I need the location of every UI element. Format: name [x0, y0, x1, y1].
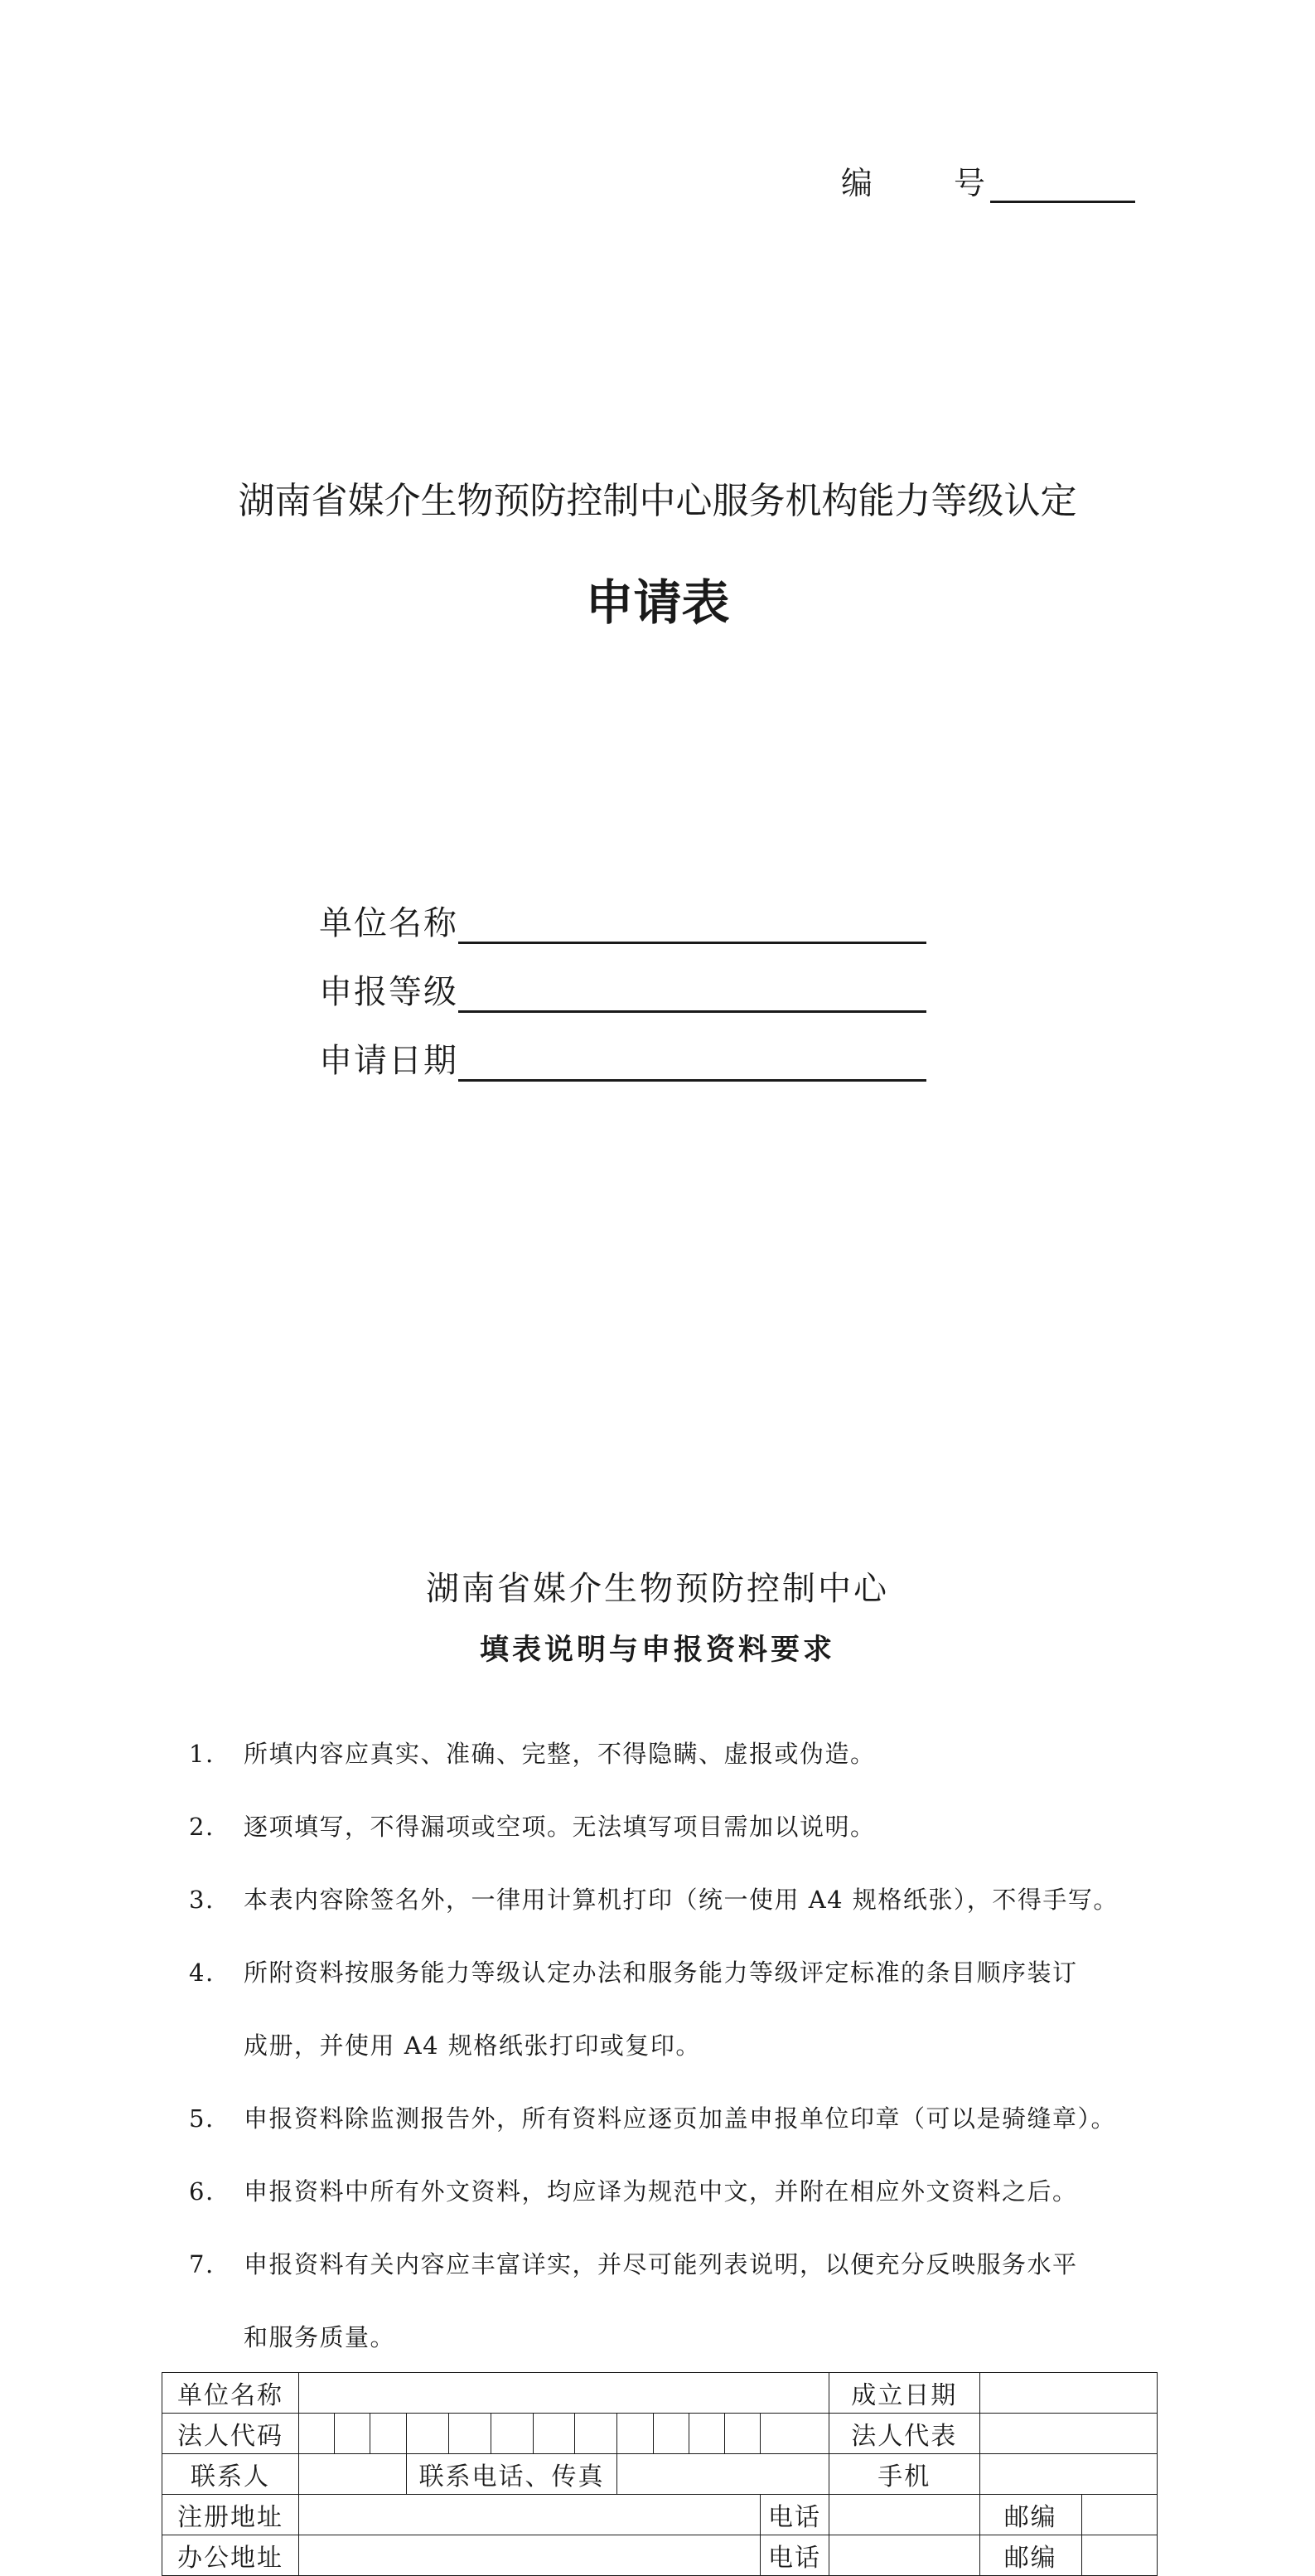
- instruction-text: 本表内容除签名外，一律用计算机打印（统一使用 A4 规格纸张），不得手写。: [244, 1886, 1119, 1914]
- code-digit-cell[interactable]: [299, 2414, 335, 2454]
- code-digit-cell[interactable]: [689, 2414, 724, 2454]
- code-spare-cell[interactable]: [761, 2414, 829, 2454]
- label-postcode-2: 邮编: [979, 2535, 1081, 2576]
- label-founded: 成立日期: [829, 2373, 979, 2414]
- value-contact[interactable]: [299, 2454, 407, 2495]
- instructions-title: 填表说明与申报资料要求: [479, 1633, 835, 1667]
- instruction-text: 申报资料有关内容应丰富详实，并尽可能列表说明，以便充分反映服务水平: [244, 2250, 1078, 2278]
- value-unit-name[interactable]: [299, 2373, 829, 2414]
- label-phone: 电话: [761, 2495, 829, 2535]
- field-blank[interactable]: [458, 1046, 926, 1082]
- code-digit-cell[interactable]: [617, 2414, 653, 2454]
- field-level: [319, 966, 926, 1013]
- label-postcode: 邮编: [979, 2495, 1081, 2535]
- serial-number: [841, 157, 1135, 203]
- table-row: [162, 2414, 1158, 2454]
- instruction-number: 3.: [189, 1886, 215, 1914]
- code-digit-cell[interactable]: [653, 2414, 689, 2454]
- code-digit-cell[interactable]: [575, 2414, 617, 2454]
- code-digit-cell[interactable]: [448, 2414, 491, 2454]
- instruction-text: 逐项填写，不得漏项或空项。无法填写项目需加以说明。: [244, 1813, 876, 1841]
- label-mobile: 手机: [829, 2454, 979, 2495]
- application-table: [162, 2372, 1158, 2576]
- table-row: [162, 2495, 1158, 2535]
- label-contact: 联系人: [162, 2454, 299, 2495]
- value-contact-phone[interactable]: [617, 2454, 829, 2495]
- code-digit-cell[interactable]: [370, 2414, 406, 2454]
- instructions-org: 湖南省媒介生物预防控制中心: [426, 1570, 889, 1608]
- field-unit-name: [319, 897, 926, 944]
- field-date: [319, 1034, 926, 1082]
- instruction-text: 申报资料中所有外文资料，均应译为规范中文，并附在相应外文资料之后。: [244, 2177, 1078, 2206]
- value-legal-rep[interactable]: [979, 2414, 1157, 2454]
- instruction-continuation: 和服务质量。: [244, 2323, 396, 2351]
- instruction-continuation: 成册，并使用 A4 规格纸张打印或复印。: [244, 2031, 701, 2060]
- instruction-number: 7.: [189, 2250, 215, 2278]
- serial-blank[interactable]: [990, 169, 1135, 203]
- code-digit-cell[interactable]: [725, 2414, 761, 2454]
- label-phone-2: 电话: [761, 2535, 829, 2576]
- cover-subtitle: 申请表: [585, 574, 730, 631]
- instruction-number: 2.: [189, 1813, 215, 1841]
- field-blank[interactable]: [458, 977, 926, 1013]
- instruction-text: 所填内容应真实、准确、完整，不得隐瞒、虚报或伪造。: [244, 1740, 876, 1768]
- label-reg-address: 注册地址: [162, 2495, 299, 2535]
- instruction-text: 所附资料按服务能力等级认定办法和服务能力等级评定标准的条目顺序装订: [244, 1959, 1078, 1987]
- serial-label-b: 号: [954, 165, 988, 201]
- instruction-number: 1.: [189, 1740, 215, 1768]
- value-office-address[interactable]: [299, 2535, 761, 2576]
- table-row: [162, 2535, 1158, 2576]
- value-phone[interactable]: [829, 2495, 979, 2535]
- instruction-text: 申报资料除监测报告外，所有资料应逐页加盖申报单位印章（可以是骑缝章）。: [244, 2104, 1117, 2133]
- field-blank[interactable]: [458, 908, 926, 944]
- label-contact-phone: 联系电话、传真: [406, 2454, 617, 2495]
- value-mobile[interactable]: [979, 2454, 1157, 2495]
- value-reg-address[interactable]: [299, 2495, 761, 2535]
- cover-title: 湖南省媒介生物预防控制中心服务机构能力等级认定: [238, 480, 1077, 522]
- field-label: 申请日期: [319, 1042, 458, 1080]
- code-digit-cell[interactable]: [491, 2414, 533, 2454]
- label-unit-name: 单位名称: [162, 2373, 299, 2414]
- value-founded[interactable]: [979, 2373, 1157, 2414]
- code-digit-cell[interactable]: [335, 2414, 370, 2454]
- field-label: 单位名称: [319, 904, 458, 942]
- code-digit-cell[interactable]: [406, 2414, 448, 2454]
- instruction-number: 5.: [189, 2104, 215, 2133]
- table-row: [162, 2373, 1158, 2414]
- value-phone-2[interactable]: [829, 2535, 979, 2576]
- label-legal-rep: 法人代表: [829, 2414, 979, 2454]
- field-label: 申报等级: [319, 973, 458, 1011]
- instruction-item: [189, 1717, 1158, 2374]
- value-postcode[interactable]: [1081, 2495, 1157, 2535]
- table-row: [162, 2454, 1158, 2495]
- instruction-number: 6.: [189, 2177, 215, 2206]
- instruction-number: 4.: [189, 1959, 215, 1987]
- value-postcode-2[interactable]: [1081, 2535, 1157, 2576]
- serial-label-a: 编: [841, 165, 875, 201]
- code-digit-cell[interactable]: [533, 2414, 575, 2454]
- label-office-address: 办公地址: [162, 2535, 299, 2576]
- label-legal-code: 法人代码: [162, 2414, 299, 2454]
